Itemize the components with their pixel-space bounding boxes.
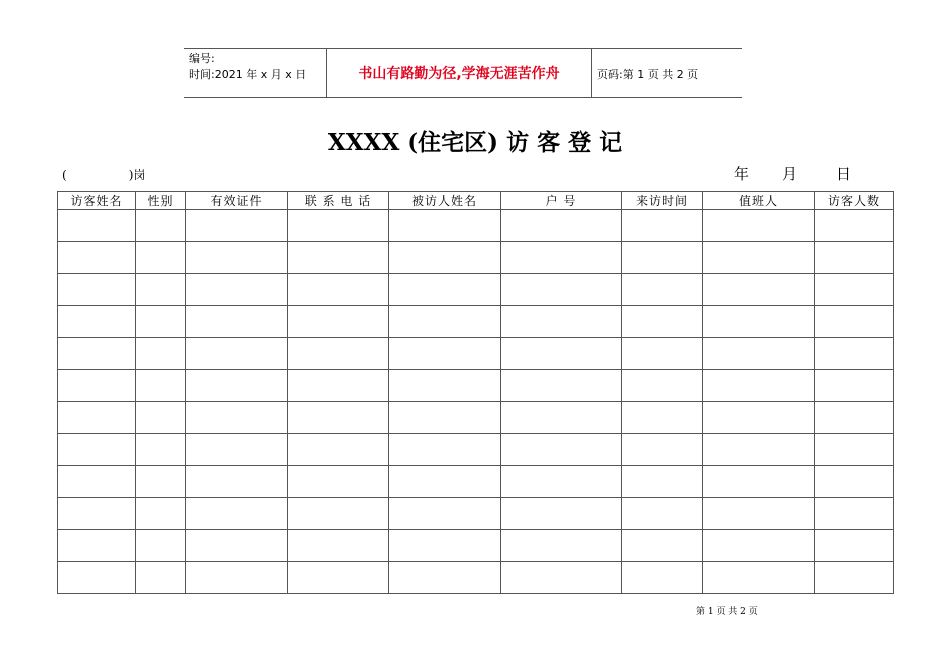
visitor-register-table <box>57 191 894 594</box>
column-header: 性别 <box>136 192 186 210</box>
table-cell <box>58 210 136 242</box>
table-cell <box>186 402 288 434</box>
table-cell <box>389 210 501 242</box>
table-cell <box>186 338 288 370</box>
table-body <box>58 210 894 594</box>
table-cell <box>58 402 136 434</box>
table-cell <box>815 434 894 466</box>
table-cell <box>501 434 622 466</box>
table-cell <box>186 562 288 594</box>
table-cell <box>815 274 894 306</box>
table-cell <box>815 498 894 530</box>
table-cell <box>186 466 288 498</box>
table-cell <box>501 338 622 370</box>
table-cell <box>186 530 288 562</box>
table-cell <box>136 306 186 338</box>
table-cell <box>389 370 501 402</box>
table-cell <box>501 530 622 562</box>
table-cell <box>703 498 815 530</box>
table-cell <box>136 338 186 370</box>
table-cell <box>136 434 186 466</box>
table-row <box>58 402 894 434</box>
column-header: 访客姓名 <box>58 192 136 210</box>
document-header <box>184 48 742 98</box>
date-month: 月 <box>782 165 798 183</box>
table-row <box>58 338 894 370</box>
table-cell <box>288 402 389 434</box>
table-cell <box>58 530 136 562</box>
table-cell <box>186 274 288 306</box>
table-cell <box>703 562 815 594</box>
table-cell <box>58 338 136 370</box>
table-cell <box>815 562 894 594</box>
column-header: 值班人 <box>703 192 815 210</box>
table-row <box>58 466 894 498</box>
post-open-paren: ( <box>62 168 67 182</box>
date-label <box>734 163 851 184</box>
table-cell <box>389 562 501 594</box>
column-header: 访客人数 <box>815 192 894 210</box>
table-cell <box>288 562 389 594</box>
date-year: 年 <box>734 165 750 183</box>
table-cell <box>288 274 389 306</box>
table-cell <box>58 434 136 466</box>
table-cell <box>815 402 894 434</box>
table-cell <box>389 274 501 306</box>
table-cell <box>622 306 703 338</box>
column-header: 联 系 电 话 <box>288 192 389 210</box>
table-cell <box>389 530 501 562</box>
table-cell <box>501 210 622 242</box>
time-label: 时间:2021 年 x 月 x 日 <box>189 68 307 81</box>
table-cell <box>501 370 622 402</box>
table-cell <box>703 466 815 498</box>
table-cell <box>136 530 186 562</box>
header-motto: 书山有路勤为径,学海无涯苦作舟 <box>358 66 560 82</box>
table-row <box>58 434 894 466</box>
table-cell <box>288 338 389 370</box>
table-cell <box>501 466 622 498</box>
table-cell <box>622 466 703 498</box>
table-cell <box>622 498 703 530</box>
table-cell <box>136 466 186 498</box>
table-cell <box>815 210 894 242</box>
table-cell <box>501 498 622 530</box>
table-header-row <box>58 192 894 210</box>
table-cell <box>186 434 288 466</box>
table-row <box>58 498 894 530</box>
number-label: 编号: <box>189 52 215 65</box>
table-cell <box>703 338 815 370</box>
header-divider <box>591 49 592 97</box>
table-cell <box>288 210 389 242</box>
table-cell <box>622 530 703 562</box>
table-cell <box>288 434 389 466</box>
header-page-label: 页码:第 1 页 共 2 页 <box>597 68 699 81</box>
table-cell <box>501 306 622 338</box>
table-cell <box>58 370 136 402</box>
table-cell <box>389 306 501 338</box>
table-cell <box>136 210 186 242</box>
date-day: 日 <box>836 165 852 183</box>
table-cell <box>136 562 186 594</box>
table-cell <box>389 338 501 370</box>
post-label <box>62 166 145 183</box>
table-cell <box>622 274 703 306</box>
table-cell <box>622 210 703 242</box>
table-cell <box>815 338 894 370</box>
table-cell <box>186 242 288 274</box>
table-cell <box>389 466 501 498</box>
column-header: 有效证件 <box>186 192 288 210</box>
table-cell <box>389 402 501 434</box>
table-cell <box>186 210 288 242</box>
table-cell <box>58 242 136 274</box>
table-row <box>58 562 894 594</box>
table-cell <box>186 306 288 338</box>
table-row <box>58 370 894 402</box>
column-header: 来访时间 <box>622 192 703 210</box>
table-cell <box>622 402 703 434</box>
table-cell <box>622 242 703 274</box>
table-cell <box>136 402 186 434</box>
table-row <box>58 210 894 242</box>
table-cell <box>136 274 186 306</box>
table-cell <box>501 274 622 306</box>
table-cell <box>703 530 815 562</box>
table-row <box>58 530 894 562</box>
table-cell <box>703 402 815 434</box>
table-cell <box>815 530 894 562</box>
table-cell <box>815 242 894 274</box>
footer-page-number: 第 1 页 共 2 页 <box>696 607 758 617</box>
table-cell <box>288 498 389 530</box>
table-cell <box>703 242 815 274</box>
table-cell <box>622 562 703 594</box>
table-cell <box>389 242 501 274</box>
table-cell <box>186 498 288 530</box>
table-cell <box>815 370 894 402</box>
table-cell <box>136 370 186 402</box>
table-cell <box>288 466 389 498</box>
table-cell <box>136 498 186 530</box>
table-row <box>58 274 894 306</box>
column-header: 户 号 <box>501 192 622 210</box>
table-cell <box>815 306 894 338</box>
table-cell <box>501 562 622 594</box>
table-cell <box>703 210 815 242</box>
table-cell <box>703 274 815 306</box>
table-cell <box>288 242 389 274</box>
table-cell <box>186 370 288 402</box>
table-cell <box>703 434 815 466</box>
table-cell <box>288 306 389 338</box>
table-cell <box>622 434 703 466</box>
table-cell <box>815 466 894 498</box>
table-row <box>58 242 894 274</box>
table-cell <box>501 402 622 434</box>
table-cell <box>58 498 136 530</box>
post-suffix: )岗 <box>128 168 146 182</box>
table-cell <box>58 306 136 338</box>
table-cell <box>136 242 186 274</box>
table-cell <box>703 370 815 402</box>
table-cell <box>288 370 389 402</box>
table-cell <box>58 562 136 594</box>
table-cell <box>622 370 703 402</box>
table-row <box>58 306 894 338</box>
table-cell <box>58 466 136 498</box>
table-cell <box>58 274 136 306</box>
table-cell <box>389 498 501 530</box>
page-title: XXXX (住宅区) 访 客 登 记 <box>327 129 623 156</box>
column-header: 被访人姓名 <box>389 192 501 210</box>
table-cell <box>703 306 815 338</box>
table-cell <box>501 242 622 274</box>
table-cell <box>288 530 389 562</box>
table-cell <box>389 434 501 466</box>
table-cell <box>622 338 703 370</box>
header-meta <box>189 51 306 83</box>
